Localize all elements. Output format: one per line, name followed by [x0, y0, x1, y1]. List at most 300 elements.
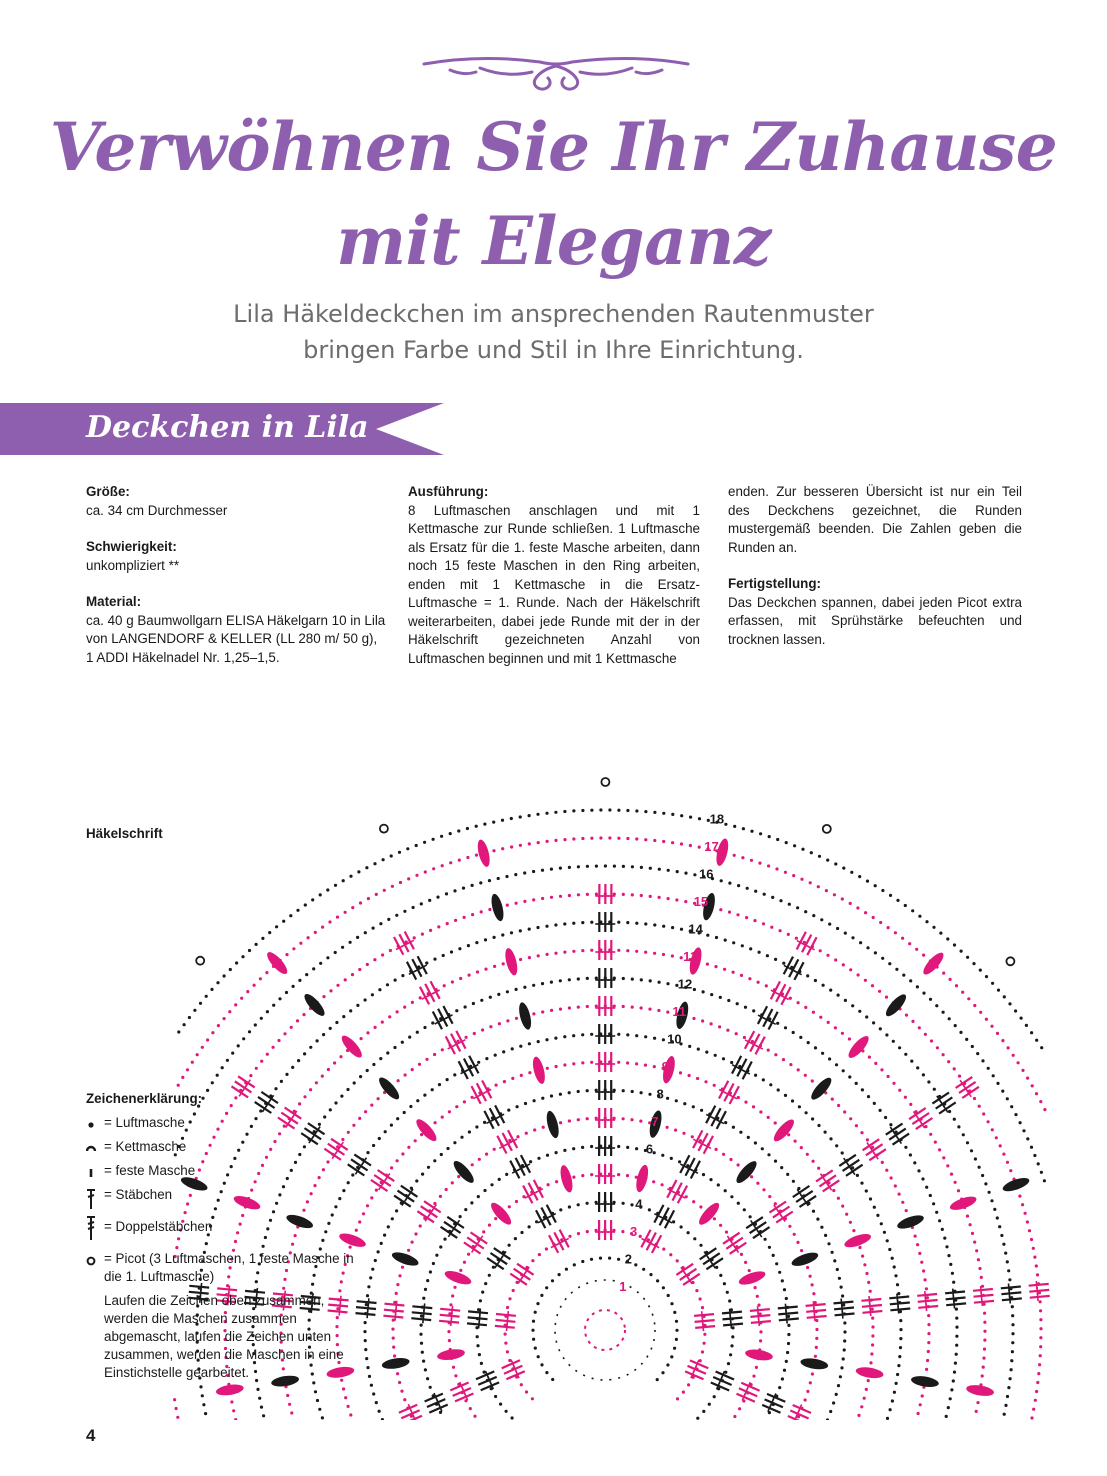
chain-stitch	[290, 1411, 293, 1414]
chain-stitch	[367, 897, 370, 900]
instructions-continued: enden. Zur besseren Übersicht ist nur ein Teil des Deckchens gezeichnet, die Runden mustergemäß beenden. Die Zahlen geben die Runden an.	[728, 484, 1022, 555]
round-label: 12	[677, 976, 693, 992]
chain-stitch	[390, 1166, 393, 1169]
chain-stitch	[1006, 1097, 1009, 1100]
chain-stitch	[204, 1412, 207, 1415]
chain-stitch	[881, 957, 884, 960]
chain-stitch	[266, 1053, 269, 1056]
chain-stitch	[929, 998, 932, 1001]
chain-stitch	[741, 944, 744, 947]
chain-stitch	[874, 951, 877, 954]
treble-stitch	[945, 1292, 965, 1294]
chain-stitch	[519, 844, 522, 847]
leaf-cluster	[443, 1268, 473, 1287]
chain-stitch	[427, 1166, 430, 1169]
treble-bar	[842, 1311, 843, 1319]
chain-stitch	[255, 1067, 258, 1070]
chain-stitch	[568, 1119, 571, 1122]
chain-stitch	[528, 1042, 531, 1045]
chain-stitch	[1025, 1024, 1028, 1027]
chain-stitch	[958, 1075, 961, 1078]
chain-stitch	[288, 1403, 291, 1406]
chain-stitch	[930, 1039, 933, 1042]
chain-stitch	[988, 1191, 991, 1194]
chain-stitch	[419, 1333, 422, 1336]
chain-stitch	[484, 1282, 487, 1285]
chain-stitch	[1039, 1300, 1042, 1303]
chain-stitch	[353, 1081, 356, 1084]
chain-stitch	[656, 1279, 659, 1282]
chain-stitch	[925, 1186, 928, 1189]
chain-stitch	[720, 879, 723, 882]
chain-stitch	[955, 984, 958, 987]
chain-stitch	[898, 1046, 901, 1049]
chain-stitch	[973, 1097, 976, 1100]
chain-stitch	[949, 1263, 952, 1266]
chain-stitch	[831, 1098, 834, 1101]
chain-stitch	[349, 1009, 352, 1012]
chain-stitch	[372, 1144, 375, 1147]
chain-stitch	[778, 1386, 781, 1389]
chain-stitch	[856, 1174, 859, 1177]
chain-stitch	[658, 981, 661, 984]
chain-stitch	[492, 849, 495, 852]
chain-stitch	[537, 1355, 540, 1358]
chain-stitch	[1039, 1327, 1042, 1330]
chain-stitch	[433, 1159, 436, 1162]
chain-stitch	[581, 837, 584, 840]
page-title	[0, 100, 1107, 288]
chain-stitch	[774, 1121, 777, 1124]
chain-stitch	[229, 968, 232, 971]
chain-stitch	[455, 1009, 458, 1012]
chain-stitch	[188, 1016, 191, 1019]
chain-stitch	[572, 922, 575, 925]
chain-stitch	[702, 1410, 705, 1413]
treble-stitch	[356, 1307, 376, 1309]
chain-stitch	[948, 1017, 951, 1020]
chain-stitch	[422, 1297, 425, 1300]
chain-stitch	[792, 874, 795, 877]
chain-stitch	[983, 1321, 986, 1324]
chain-stitch	[789, 997, 792, 1000]
chain-stitch	[987, 1067, 990, 1070]
chain-stitch	[844, 999, 847, 1002]
picot	[196, 957, 204, 965]
treble-stitch	[1001, 1292, 1021, 1294]
chain-stitch	[370, 1384, 373, 1387]
chain-stitch	[489, 996, 492, 999]
chain-stitch	[744, 1006, 747, 1009]
chain-stitch	[525, 1132, 528, 1135]
treble-stitch	[357, 1301, 377, 1303]
chain-stitch	[1035, 1264, 1038, 1267]
treble-stitch	[751, 1321, 771, 1323]
chain-stitch	[377, 1097, 380, 1100]
chain-stitch	[481, 1028, 484, 1031]
chain-stitch	[383, 1234, 386, 1237]
chain-stitch	[812, 1210, 815, 1213]
chain-stitch	[717, 1183, 720, 1186]
chain-stitch	[464, 1208, 467, 1211]
chain-stitch	[475, 825, 478, 828]
chain-stitch	[590, 949, 593, 952]
round-label: 2	[624, 1251, 632, 1267]
chain-stitch	[1032, 1408, 1035, 1411]
chain-stitch	[216, 981, 219, 984]
chain-stitch	[403, 1398, 406, 1401]
chain-stitch	[667, 1294, 670, 1297]
round-label: 6	[645, 1141, 654, 1157]
chain-stitch	[344, 1396, 347, 1399]
subtitle-line-2: bringen Farbe und Stil in Ihre Einrichtung.	[303, 336, 804, 364]
chain-stitch	[484, 968, 487, 971]
chain-stitch	[473, 1032, 476, 1035]
chain-stitch	[1033, 1256, 1036, 1259]
chain-stitch	[428, 899, 431, 902]
chain-stitch	[551, 1279, 554, 1282]
chain-stitch	[842, 963, 845, 966]
chain-stitch	[364, 1110, 367, 1113]
chain-stitch	[1008, 1278, 1011, 1281]
chain-stitch	[396, 1010, 399, 1013]
chain-stitch	[667, 897, 670, 900]
chain-stitch	[590, 921, 593, 924]
chain-stitch	[857, 973, 860, 976]
chain-stitch	[617, 1145, 620, 1148]
chain-stitch	[804, 910, 807, 913]
chain-stitch	[445, 1188, 448, 1191]
chain-stitch	[644, 951, 647, 954]
chain-stitch	[898, 1355, 901, 1358]
chain-stitch	[528, 928, 531, 931]
chain-stitch	[528, 1225, 531, 1228]
chain-stitch	[781, 1377, 784, 1380]
chain-stitch	[730, 1195, 733, 1198]
chain-stitch	[568, 866, 571, 869]
chain-stitch	[832, 1401, 835, 1404]
chain-stitch	[889, 1123, 892, 1126]
chain-stitch	[901, 1201, 904, 1204]
chain-stitch	[943, 1237, 946, 1240]
chain-stitch	[568, 894, 571, 897]
treble-bar	[452, 1306, 453, 1314]
chain-stitch	[810, 851, 813, 854]
legend-item	[86, 1186, 356, 1204]
chain-stitch	[713, 1217, 716, 1220]
chain-stitch	[177, 1030, 180, 1033]
leaf-cluster	[800, 1357, 829, 1371]
chain-stitch	[653, 839, 656, 842]
chain-stitch	[871, 1343, 874, 1346]
chain-stitch	[985, 975, 988, 978]
chain-stitch	[494, 1217, 497, 1220]
chain-stitch	[519, 958, 522, 961]
chain-stitch	[538, 1253, 541, 1256]
chain-stitch	[759, 1110, 762, 1113]
chain-stitch	[448, 1110, 451, 1113]
chain-stitch	[1035, 1039, 1038, 1042]
chain-stitch	[534, 1347, 537, 1350]
chain-stitch	[749, 947, 752, 950]
chain-stitch	[635, 950, 638, 953]
chain-stitch	[892, 1040, 895, 1043]
chain-stitch	[316, 1039, 319, 1042]
chain-stitch	[507, 1109, 510, 1112]
chain-stitch	[568, 978, 571, 981]
treble-bar	[954, 1301, 955, 1309]
chain-stitch	[328, 920, 331, 923]
chain-stitch	[1037, 1162, 1040, 1165]
chain-stitch	[756, 1182, 759, 1185]
chain-stitch	[520, 1231, 523, 1234]
chain-stitch	[577, 977, 580, 980]
chain-stitch	[865, 1015, 868, 1018]
chain-stitch	[173, 1398, 176, 1401]
chain-stitch	[879, 1109, 882, 1112]
chain-stitch	[987, 1120, 990, 1123]
chain-stitch	[392, 1337, 395, 1340]
chain-stitch	[523, 900, 526, 903]
chain-stitch	[932, 1202, 935, 1205]
chain-stitch	[798, 1105, 801, 1108]
chain-stitch	[546, 1067, 549, 1070]
chain-stitch	[1035, 1390, 1038, 1393]
chain-stitch	[680, 928, 683, 931]
chain-stitch	[892, 1082, 895, 1085]
treble-stitch	[383, 1316, 403, 1318]
chain-stitch	[506, 904, 509, 907]
chain-stitch	[234, 1003, 237, 1006]
chain-stitch	[391, 1217, 394, 1220]
chain-stitch	[1033, 1154, 1036, 1157]
chain-stitch	[344, 911, 347, 914]
chain-stitch	[177, 1084, 180, 1087]
chain-stitch	[545, 1286, 548, 1289]
chain-stitch	[282, 920, 285, 923]
round-label: 10	[667, 1031, 682, 1047]
chain-stitch	[1002, 1153, 1005, 1156]
leaf-cluster	[544, 1110, 561, 1140]
chain-stitch	[722, 1153, 725, 1156]
chain-stitch	[767, 1049, 770, 1052]
chain-stitch	[533, 1128, 536, 1131]
legend-text: = Luftmasche	[104, 1115, 185, 1130]
chain-stitch	[925, 920, 928, 923]
chain-stitch	[945, 1245, 948, 1248]
chain-stitch	[240, 997, 243, 1000]
chain-stitch	[604, 864, 607, 867]
chain-stitch	[488, 1274, 491, 1277]
chain-stitch	[586, 1005, 589, 1008]
chain-stitch	[435, 1254, 438, 1257]
chain-stitch	[379, 922, 382, 925]
chain-stitch	[792, 1031, 795, 1034]
chain-stitch	[458, 859, 461, 862]
chain-stitch	[975, 1410, 978, 1413]
chain-stitch	[493, 936, 496, 939]
chain-stitch	[865, 1388, 868, 1391]
chain-stitch	[1032, 1247, 1035, 1250]
chain-stitch	[590, 809, 593, 812]
chain-stitch	[333, 1061, 336, 1064]
legend-text: = Kettmasche	[104, 1139, 187, 1154]
treble-stitch	[974, 1301, 994, 1303]
chain-stitch	[978, 1105, 981, 1108]
chain-stitch	[849, 902, 852, 905]
chain-stitch	[978, 1166, 981, 1169]
chain-stitch	[828, 1057, 831, 1060]
chain-stitch	[761, 1147, 764, 1150]
chain-stitch	[692, 1200, 695, 1203]
chain-stitch	[449, 861, 452, 864]
chain-stitch	[550, 981, 553, 984]
chain-stitch	[439, 1195, 442, 1198]
chain-stitch	[476, 1344, 479, 1347]
chain-stitch	[680, 842, 683, 845]
chain-stitch	[851, 936, 854, 939]
round-label: 16	[699, 866, 714, 882]
treble-stitch	[1029, 1290, 1049, 1292]
chain-stitch	[572, 1062, 575, 1065]
chain-stitch	[873, 1206, 876, 1209]
chain-stitch	[666, 1097, 669, 1100]
chain-stitch	[448, 1339, 451, 1342]
chain-stitch	[459, 977, 462, 980]
chain-stitch	[397, 1079, 400, 1082]
chain-stitch	[918, 1252, 921, 1255]
chain-stitch	[398, 851, 401, 854]
chain-stitch	[872, 916, 875, 919]
chain-stitch	[258, 1397, 261, 1400]
chain-stitch	[921, 1177, 924, 1180]
chain-stitch	[545, 1038, 548, 1041]
chain-stitch	[934, 1141, 937, 1144]
chain-stitch	[419, 1224, 422, 1227]
chain-stitch	[935, 1004, 938, 1007]
chain-stitch	[581, 1033, 584, 1036]
chain-stitch	[467, 1253, 470, 1256]
chain-stitch	[695, 1289, 698, 1292]
leaf-cluster	[503, 947, 520, 977]
chain-stitch	[869, 1361, 872, 1364]
treble-stitch	[973, 1289, 993, 1291]
chain-stitch	[1020, 1017, 1023, 1020]
chain-stitch	[909, 1153, 912, 1156]
chain-stitch	[806, 1266, 809, 1269]
chain-stitch	[617, 1258, 620, 1261]
chain-stitch	[896, 1373, 899, 1376]
chain-stitch	[726, 1291, 729, 1294]
chain-stitch	[183, 1023, 186, 1026]
chain-stitch	[990, 1025, 993, 1028]
chain-stitch	[488, 879, 491, 882]
chain-stitch	[736, 913, 739, 916]
chain-stitch	[483, 1189, 486, 1192]
chain-stitch	[866, 1138, 869, 1141]
chain-stitch	[767, 1153, 770, 1156]
chain-stitch	[671, 926, 674, 929]
chain-stitch	[791, 1099, 794, 1102]
chain-stitch	[998, 1225, 1001, 1228]
legend-text: = Doppelstäbchen	[104, 1219, 213, 1234]
chain-stitch	[980, 1276, 983, 1279]
chain-stitch	[396, 1372, 399, 1375]
treble-stitch	[412, 1306, 432, 1308]
chain-stitch	[947, 1406, 950, 1409]
chain-stitch	[465, 1036, 468, 1039]
chain-stitch	[339, 1055, 342, 1058]
chain-stitch	[1008, 1002, 1011, 1005]
chain-stitch	[713, 1084, 716, 1087]
chain-stitch	[839, 1375, 842, 1378]
chain-stitch	[520, 1074, 523, 1077]
chain-stitch	[759, 1330, 762, 1333]
picot	[601, 778, 609, 786]
chain-stitch	[1003, 995, 1006, 998]
chain-stitch	[590, 1145, 593, 1148]
chain-stitch	[285, 1073, 288, 1076]
chain-stitch	[622, 1005, 625, 1008]
chain-stitch	[359, 901, 362, 904]
chain-stitch	[380, 1242, 383, 1245]
chain-stitch	[563, 838, 566, 841]
chain-stitch	[782, 1058, 785, 1061]
chain-stitch	[460, 1136, 463, 1139]
leaf-cluster	[381, 1356, 410, 1370]
chain-stitch	[730, 1344, 733, 1347]
chain-stitch	[384, 1130, 387, 1133]
chain-stitch	[829, 1410, 832, 1413]
chain-stitch	[395, 1292, 398, 1295]
chain-stitch	[774, 958, 777, 961]
leaf-cluster	[790, 1250, 820, 1269]
chain-stitch	[396, 1117, 399, 1120]
chain-stitch	[261, 937, 264, 940]
chain-stitch	[879, 921, 882, 924]
chain-stitch	[453, 889, 456, 892]
chain-stitch	[622, 1202, 625, 1205]
chain-stitch	[911, 909, 914, 912]
chain-stitch	[298, 979, 301, 982]
chain-stitch	[420, 902, 423, 905]
chain-stitch	[724, 1189, 727, 1192]
chain-stitch	[199, 1385, 202, 1388]
chain-stitch	[296, 909, 299, 912]
chain-stitch	[703, 1342, 706, 1345]
chain-stitch	[532, 1012, 535, 1015]
leaf-cluster	[896, 1213, 926, 1232]
chain-stitch	[1011, 1332, 1014, 1335]
legend-heading: Zeichenerklärung:	[86, 1091, 203, 1106]
chain-stitch	[871, 1317, 874, 1320]
chain-stitch	[775, 1262, 778, 1265]
treble-stitch	[440, 1315, 460, 1317]
chain-stitch	[515, 1200, 518, 1203]
chain-stitch	[421, 933, 424, 936]
chain-stitch	[752, 1375, 755, 1378]
chain-stitch	[617, 1061, 620, 1064]
chain-stitch	[889, 894, 892, 897]
chain-stitch	[1039, 1345, 1042, 1348]
chain-stitch	[581, 1260, 584, 1263]
chain-stitch	[510, 845, 513, 848]
chain-stitch	[653, 1037, 656, 1040]
chain-stitch	[590, 1033, 593, 1036]
chain-stitch	[498, 1178, 501, 1181]
chain-stitch	[531, 1397, 534, 1400]
chain-stitch	[531, 1329, 534, 1332]
